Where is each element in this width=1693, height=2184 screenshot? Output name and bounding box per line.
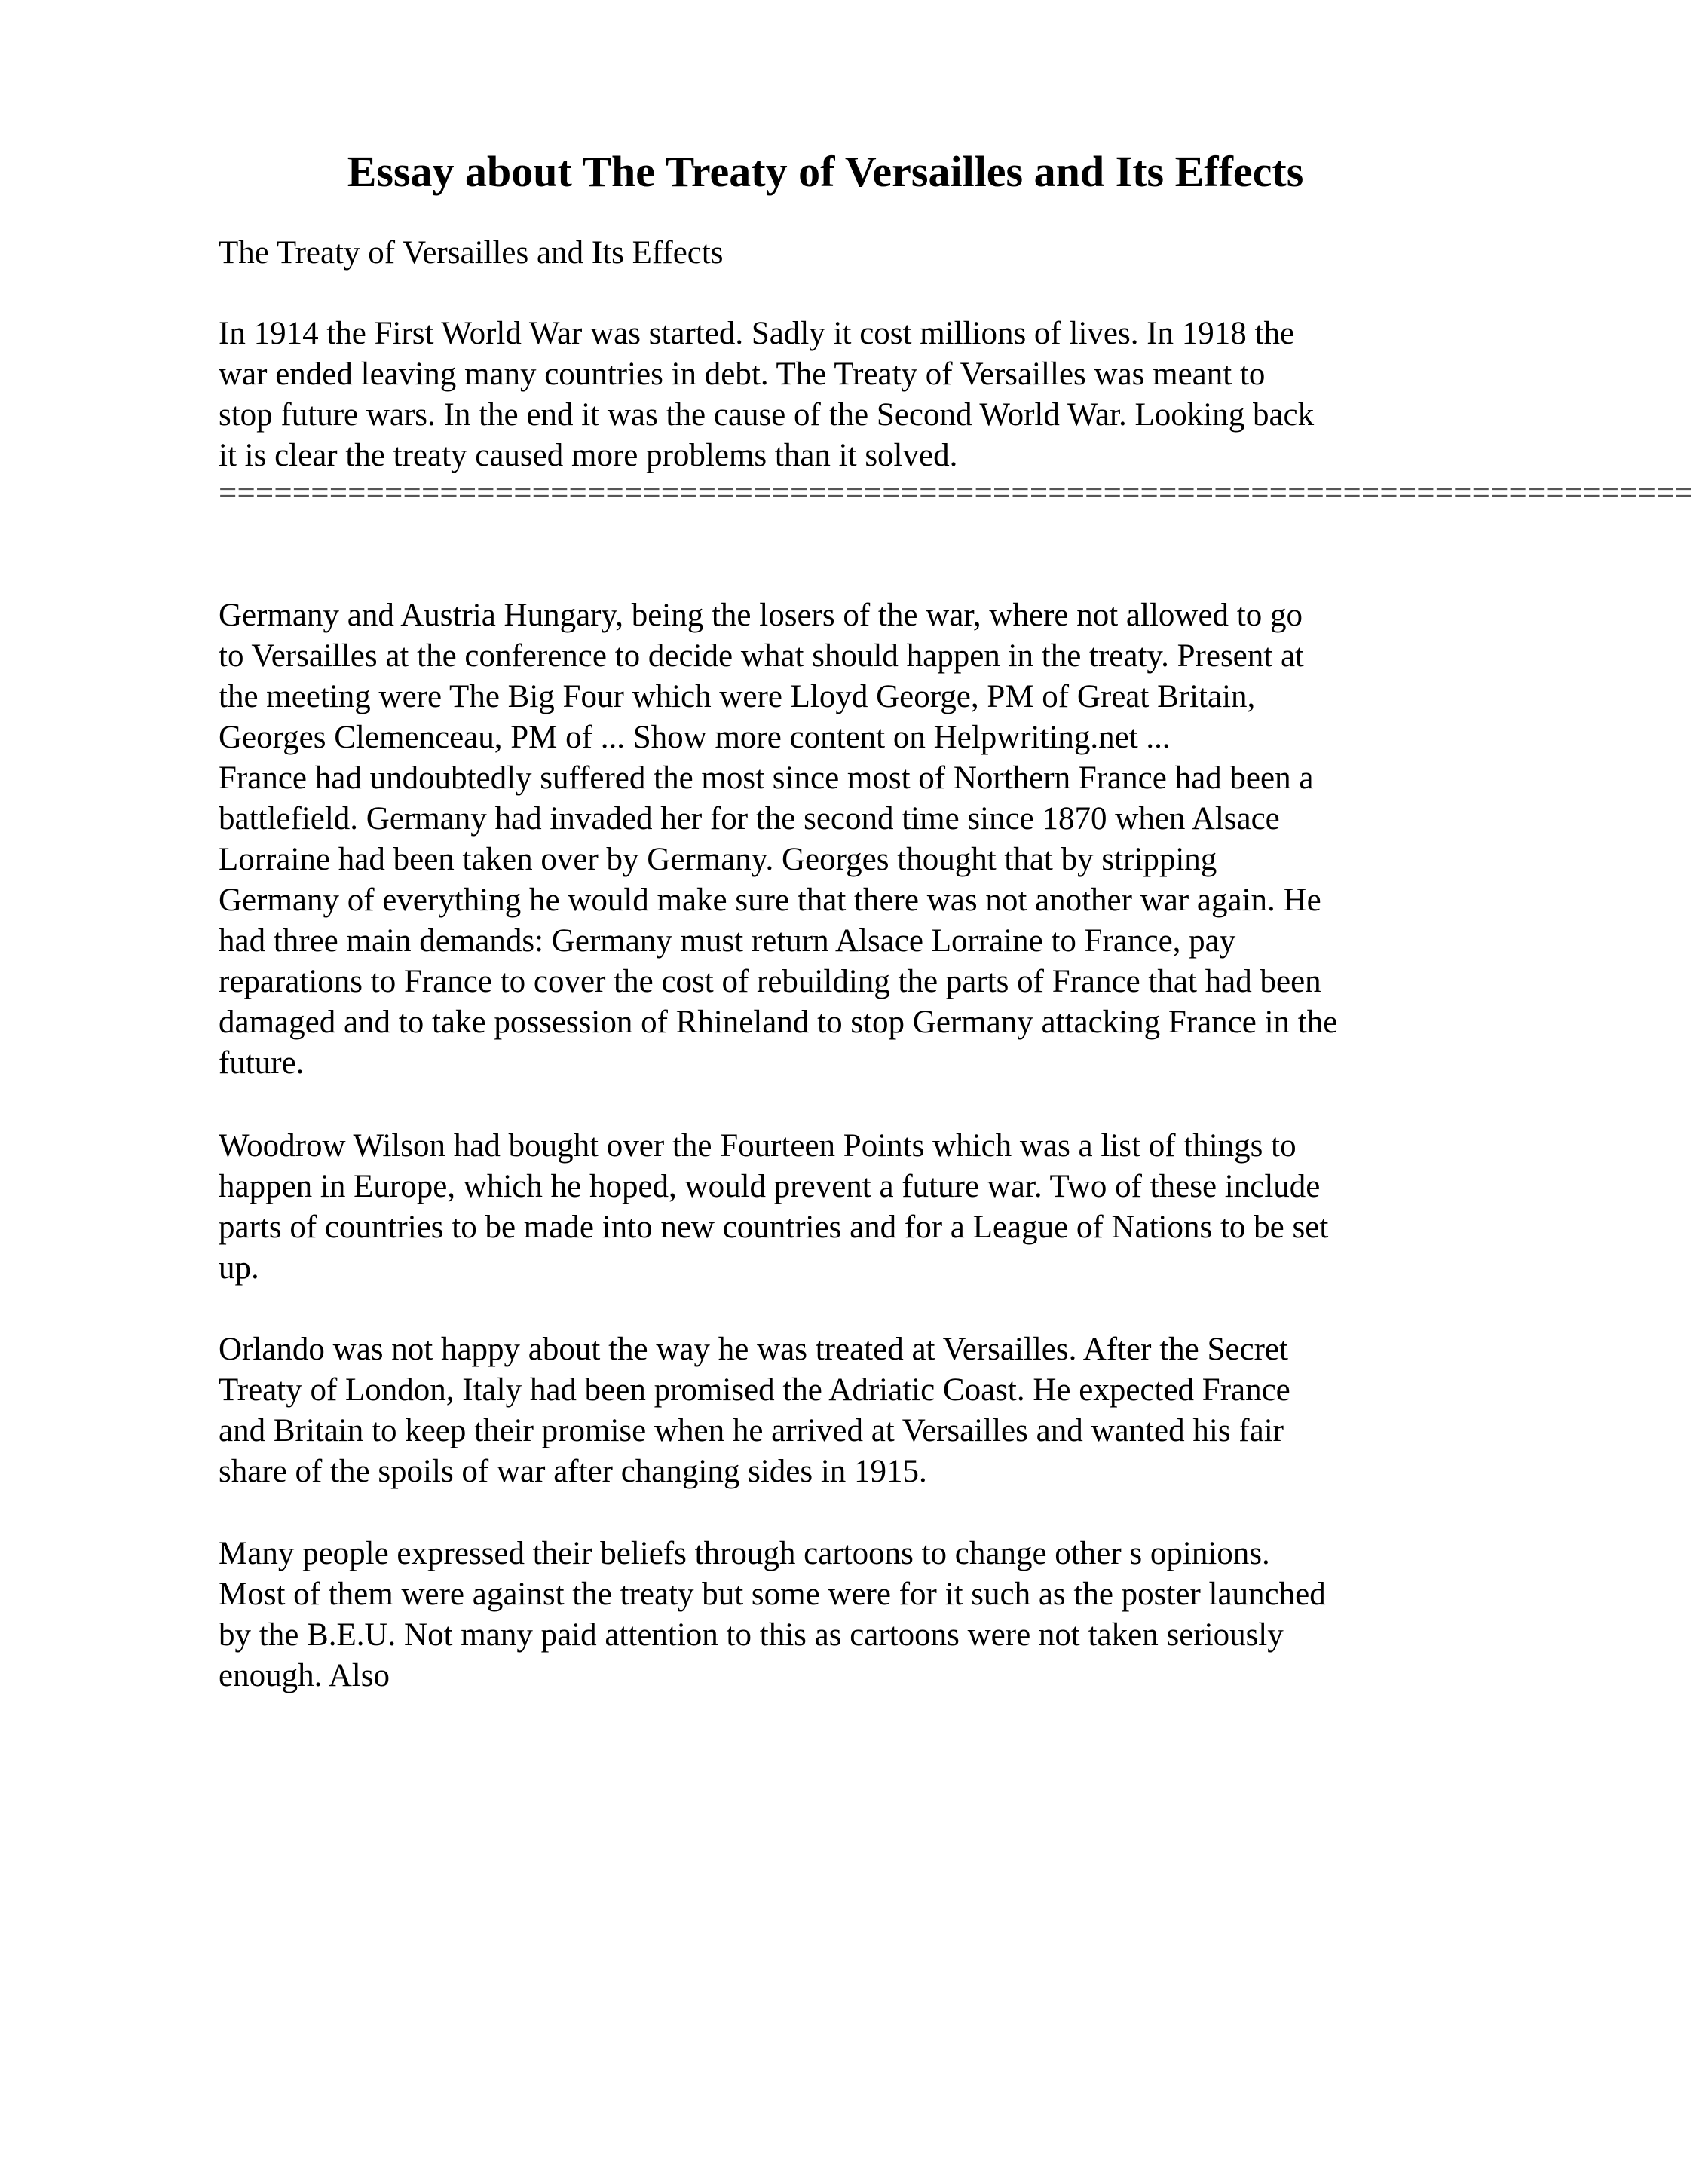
body-paragraph-orlando: Orlando was not happy about the way he was treated at Versailles. After the Secret Treaty of London, Italy had been promised the Adriatic Coast. He expected France and Britain to keep their promise when he arrived at Versailles and wanted his fair share of the spoils of war after changing sides in 1915. (219, 1332, 1290, 1489)
body-paragraph-germany-france: Germany and Austria Hungary, being the losers of the war, where not allowed to go to Versailles at the conference to decide what should happen in the treaty. Present at the meeting were The Big Four which were Lloyd George, PM of Great Britain, Georges Clemenceau, PM of ... Show more content on Helpwriting.net ... France had undoubtedly suffered the most since most of Northern France had been a battlefield. Germany had invaded her for the second time since 1870 when Alsace Lorraine had been taken over by Germany. Georges thought that by stripping Germany of everything he would make sure that there was not another war again. He had three main demands: Germany must return Alsace Lorraine to France, pay reparations to France to cover the cost of rebuilding the parts of France that had been damaged and to take possession of Rhineland to stop Germany attacking France in the future. (219, 598, 1338, 1081)
separator-line: ================================================================================ (219, 476, 1693, 511)
body-paragraph-wilson: Woodrow Wilson had bought over the Fourteen Points which was a list of things to happen in Europe, which he hoped, would prevent a future war. Two of these include parts of countries to be made into new countries and for a League of Nations to be set up. (219, 1128, 1329, 1286)
body-paragraph-cartoons: Many people expressed their beliefs through cartoons to change other s opinions. Most of them were against the treaty but some were for it such as the poster launched by the B.E.U. Not many paid attention to this as cartoons were not taken seriously enough. Also (219, 1536, 1326, 1693)
document-subtitle: The Treaty of Versailles and Its Effects (219, 235, 724, 271)
intro-paragraph: In 1914 the First World War was started. Sadly it cost millions of lives. In 1918 the war ended leaving many countries in debt. The Treaty of Versailles was meant to stop future wars. In the end it was the cause of the Second World War. Looking back it is clear the treaty caused more problems than it solved. (219, 316, 1315, 473)
document-title: Essay about The Treaty of Versailles and Its Effects (347, 147, 1304, 196)
